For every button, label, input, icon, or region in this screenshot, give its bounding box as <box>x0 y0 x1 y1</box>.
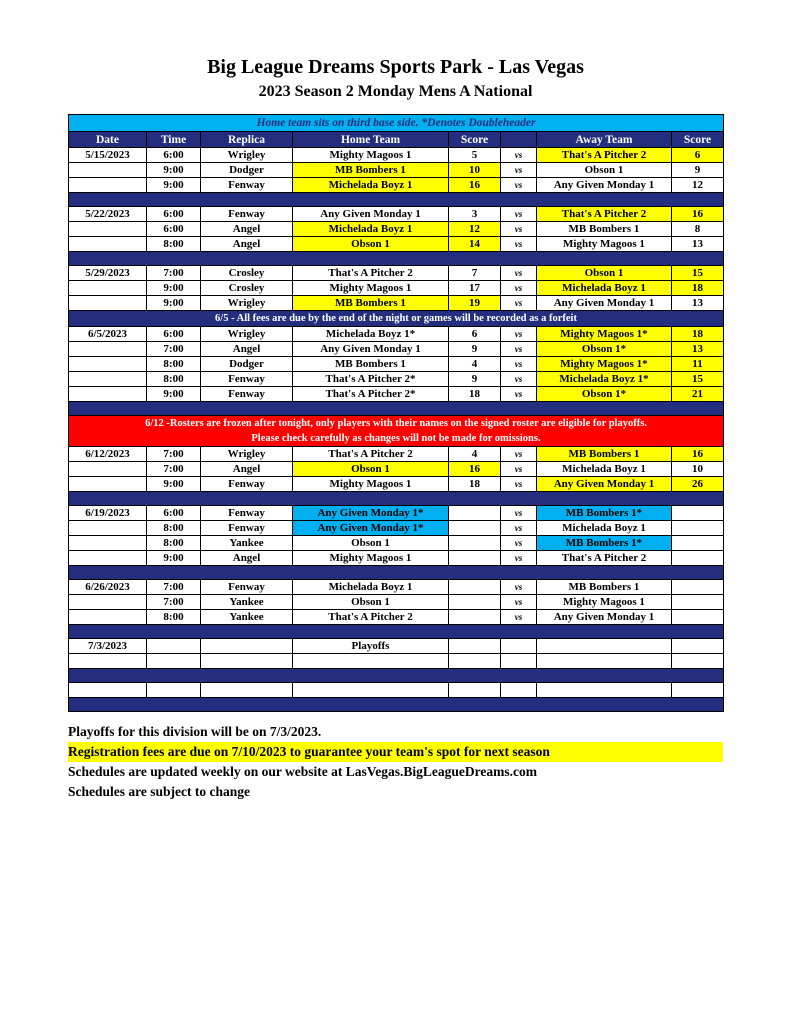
home-team-cell: Playoffs <box>293 639 449 654</box>
replica-cell: Yankee <box>201 595 293 610</box>
away-score-cell: 16 <box>672 207 724 222</box>
home-team-cell: That's A Pitcher 2 <box>293 266 449 281</box>
home-score-cell: 18 <box>449 387 501 402</box>
column-header-score: Score <box>672 132 724 148</box>
replica-cell: Angel <box>201 342 293 357</box>
game-row <box>69 327 724 342</box>
time-cell: 6:00 <box>147 222 201 237</box>
game-row <box>69 462 724 477</box>
home-team-cell: MB Bombers 1 <box>293 163 449 178</box>
replica-cell: Angel <box>201 237 293 252</box>
away-score-cell: 26 <box>672 477 724 492</box>
game-row <box>69 595 724 610</box>
vs-cell: vs <box>501 266 537 281</box>
away-team-cell: MB Bombers 1 <box>537 580 672 595</box>
separator-bar <box>69 193 724 207</box>
empty-cell <box>501 654 537 669</box>
separator-bar <box>69 402 724 416</box>
footer-note: Playoffs for this division will be on 7/3/2023. <box>68 724 322 739</box>
game-row <box>69 506 724 521</box>
vs-cell: vs <box>501 357 537 372</box>
away-score-cell: 13 <box>672 237 724 252</box>
date-cell <box>69 610 147 625</box>
game-row <box>69 266 724 281</box>
separator-row <box>69 698 724 712</box>
game-row <box>69 521 724 536</box>
time-cell: 7:00 <box>147 447 201 462</box>
time-cell: 6:00 <box>147 148 201 163</box>
time-cell: 9:00 <box>147 477 201 492</box>
home-team-cell: Mighty Magoos 1 <box>293 551 449 566</box>
home-team-cell: Mighty Magoos 1 <box>293 477 449 492</box>
empty-cell <box>293 683 449 698</box>
vs-cell: vs <box>501 222 537 237</box>
home-team-cell: MB Bombers 1 <box>293 357 449 372</box>
schedule-body <box>69 148 724 712</box>
away-score-cell: 15 <box>672 266 724 281</box>
page-title: Big League Dreams Sports Park - Las Vegas <box>207 56 584 78</box>
date-cell <box>69 281 147 296</box>
away-score-cell: 12 <box>672 178 724 193</box>
away-score-cell: 18 <box>672 281 724 296</box>
home-score-cell: 5 <box>449 148 501 163</box>
away-score-cell: 21 <box>672 387 724 402</box>
game-row <box>69 387 724 402</box>
away-team-cell: That's A Pitcher 2 <box>537 148 672 163</box>
separator-row <box>69 625 724 639</box>
vs-cell: vs <box>501 521 537 536</box>
home-score-cell <box>449 536 501 551</box>
empty-cell <box>201 654 293 669</box>
away-team-cell: Obson 1* <box>537 342 672 357</box>
replica-cell: Dodger <box>201 163 293 178</box>
time-cell: 7:00 <box>147 580 201 595</box>
away-score-cell <box>672 506 724 521</box>
away-score-cell <box>672 580 724 595</box>
time-cell: 7:00 <box>147 462 201 477</box>
notice-text: 6/12 -Rosters are frozen after tonight, only players with their names on the signed roster are eligible for playoffs. Please check carefully as changes will not be made for omissions. <box>69 416 724 447</box>
footer-notes <box>68 722 723 802</box>
empty-cell <box>147 683 201 698</box>
time-cell: 9:00 <box>147 281 201 296</box>
vs-cell: vs <box>501 207 537 222</box>
date-cell <box>69 296 147 311</box>
replica-cell: Wrigley <box>201 327 293 342</box>
game-row <box>69 551 724 566</box>
home-team-cell: Michelada Boyz 1* <box>293 327 449 342</box>
replica-cell: Fenway <box>201 521 293 536</box>
game-row <box>69 639 724 654</box>
time-cell: 8:00 <box>147 536 201 551</box>
home-score-cell: 16 <box>449 462 501 477</box>
home-team-cell: Mighty Magoos 1 <box>293 281 449 296</box>
replica-cell: Fenway <box>201 372 293 387</box>
date-cell <box>69 536 147 551</box>
time-cell: 8:00 <box>147 372 201 387</box>
home-score-cell <box>449 551 501 566</box>
away-team-cell: Michelada Boyz 1 <box>537 521 672 536</box>
time-cell: 7:00 <box>147 342 201 357</box>
away-score-cell <box>672 536 724 551</box>
replica-cell: Fenway <box>201 477 293 492</box>
footer-note: Registration fees are due on 7/10/2023 to guarantee your team's spot for next season <box>68 742 723 762</box>
away-team-cell: Any Given Monday 1 <box>537 477 672 492</box>
separator-row <box>69 193 724 207</box>
away-score-cell <box>672 521 724 536</box>
game-row <box>69 296 724 311</box>
away-team-cell: MB Bombers 1* <box>537 536 672 551</box>
game-row <box>69 237 724 252</box>
footer-note: Schedules are subject to change <box>68 784 250 799</box>
banner-text: Home team sits on third base side. *Denotes Doubleheader <box>69 115 724 132</box>
replica-cell: Fenway <box>201 506 293 521</box>
date-cell <box>69 462 147 477</box>
replica-cell: Yankee <box>201 610 293 625</box>
empty-cell <box>537 683 672 698</box>
vs-cell: vs <box>501 237 537 252</box>
replica-cell: Wrigley <box>201 148 293 163</box>
date-cell: 7/3/2023 <box>69 639 147 654</box>
date-cell <box>69 222 147 237</box>
replica-cell: Crosley <box>201 281 293 296</box>
replica-cell: Yankee <box>201 536 293 551</box>
date-cell: 6/26/2023 <box>69 580 147 595</box>
game-row <box>69 178 724 193</box>
date-cell: 5/29/2023 <box>69 266 147 281</box>
empty-cell <box>69 654 147 669</box>
home-team-cell: That's A Pitcher 2* <box>293 372 449 387</box>
away-score-cell: 16 <box>672 447 724 462</box>
empty-row <box>69 654 724 669</box>
home-team-cell: Any Given Monday 1* <box>293 521 449 536</box>
home-score-cell <box>449 639 501 654</box>
time-cell: 9:00 <box>147 163 201 178</box>
separator-bar <box>69 492 724 506</box>
away-score-cell: 9 <box>672 163 724 178</box>
away-team-cell: Mighty Magoos 1* <box>537 357 672 372</box>
date-cell <box>69 357 147 372</box>
date-cell <box>69 477 147 492</box>
date-cell <box>69 387 147 402</box>
home-score-cell: 12 <box>449 222 501 237</box>
away-team-cell: Obson 1* <box>537 387 672 402</box>
notice-row <box>69 311 724 327</box>
vs-cell: vs <box>501 610 537 625</box>
home-score-cell: 9 <box>449 372 501 387</box>
away-team-cell: Michelada Boyz 1* <box>537 372 672 387</box>
home-score-cell: 16 <box>449 178 501 193</box>
replica-cell: Wrigley <box>201 447 293 462</box>
date-cell: 6/19/2023 <box>69 506 147 521</box>
time-cell: 9:00 <box>147 178 201 193</box>
home-team-cell: Obson 1 <box>293 237 449 252</box>
game-row <box>69 447 724 462</box>
away-team-cell: MB Bombers 1 <box>537 447 672 462</box>
empty-cell <box>537 654 672 669</box>
away-score-cell <box>672 595 724 610</box>
replica-cell: Fenway <box>201 178 293 193</box>
vs-cell: vs <box>501 536 537 551</box>
home-score-cell <box>449 521 501 536</box>
home-score-cell: 10 <box>449 163 501 178</box>
replica-cell: Angel <box>201 222 293 237</box>
replica-cell: Angel <box>201 462 293 477</box>
away-team-cell: That's A Pitcher 2 <box>537 551 672 566</box>
date-cell: 6/5/2023 <box>69 327 147 342</box>
notice-row <box>69 416 724 447</box>
time-cell: 8:00 <box>147 357 201 372</box>
home-score-cell: 19 <box>449 296 501 311</box>
time-cell: 7:00 <box>147 266 201 281</box>
vs-cell: vs <box>501 387 537 402</box>
game-row <box>69 207 724 222</box>
column-header-away-team: Away Team <box>537 132 672 148</box>
replica-cell: Wrigley <box>201 296 293 311</box>
away-team-cell: Obson 1 <box>537 266 672 281</box>
vs-cell: vs <box>501 342 537 357</box>
empty-cell <box>69 683 147 698</box>
away-team-cell: Mighty Magoos 1 <box>537 237 672 252</box>
column-header-score: Score <box>449 132 501 148</box>
away-team-cell: Michelada Boyz 1 <box>537 462 672 477</box>
away-score-cell: 13 <box>672 296 724 311</box>
away-team-cell: That's A Pitcher 2 <box>537 207 672 222</box>
column-header-replica: Replica <box>201 132 293 148</box>
time-cell: 6:00 <box>147 327 201 342</box>
vs-cell: vs <box>501 163 537 178</box>
separator-bar <box>69 566 724 580</box>
away-team-cell: Mighty Magoos 1* <box>537 327 672 342</box>
home-team-cell: Any Given Monday 1* <box>293 506 449 521</box>
home-team-cell: That's A Pitcher 2 <box>293 610 449 625</box>
schedule-table <box>68 114 724 712</box>
empty-cell <box>501 683 537 698</box>
away-team-cell: MB Bombers 1* <box>537 506 672 521</box>
away-team-cell: MB Bombers 1 <box>537 222 672 237</box>
separator-bar <box>69 252 724 266</box>
replica-cell <box>201 639 293 654</box>
column-header-time: Time <box>147 132 201 148</box>
date-cell <box>69 237 147 252</box>
empty-cell <box>201 683 293 698</box>
home-score-cell: 6 <box>449 327 501 342</box>
vs-cell: vs <box>501 148 537 163</box>
empty-row <box>69 683 724 698</box>
home-team-cell: That's A Pitcher 2* <box>293 387 449 402</box>
empty-cell <box>449 683 501 698</box>
column-header-vs <box>501 132 537 148</box>
column-header-home-team: Home Team <box>293 132 449 148</box>
vs-cell: vs <box>501 447 537 462</box>
home-team-cell: Obson 1 <box>293 595 449 610</box>
home-team-cell: Any Given Monday 1 <box>293 207 449 222</box>
game-row <box>69 477 724 492</box>
game-row <box>69 580 724 595</box>
home-score-cell: 7 <box>449 266 501 281</box>
separator-row <box>69 492 724 506</box>
time-cell: 8:00 <box>147 610 201 625</box>
vs-cell: vs <box>501 178 537 193</box>
home-score-cell <box>449 506 501 521</box>
time-cell: 6:00 <box>147 506 201 521</box>
away-score-cell: 11 <box>672 357 724 372</box>
date-cell <box>69 372 147 387</box>
away-score-cell: 15 <box>672 372 724 387</box>
away-team-cell <box>537 639 672 654</box>
notice-text: 6/5 - All fees are due by the end of the night or games will be recorded as a forfeit <box>69 311 724 327</box>
date-cell: 6/12/2023 <box>69 447 147 462</box>
home-team-cell: Obson 1 <box>293 462 449 477</box>
replica-cell: Dodger <box>201 357 293 372</box>
empty-cell <box>672 683 724 698</box>
empty-cell <box>449 654 501 669</box>
home-team-cell: MB Bombers 1 <box>293 296 449 311</box>
away-team-cell: Any Given Monday 1 <box>537 296 672 311</box>
home-score-cell: 9 <box>449 342 501 357</box>
home-score-cell: 17 <box>449 281 501 296</box>
home-score-cell: 4 <box>449 447 501 462</box>
separator-bar <box>69 625 724 639</box>
vs-cell: vs <box>501 477 537 492</box>
game-row <box>69 536 724 551</box>
away-score-cell: 8 <box>672 222 724 237</box>
away-score-cell: 13 <box>672 342 724 357</box>
away-score-cell <box>672 639 724 654</box>
game-row <box>69 148 724 163</box>
separator-bar <box>69 698 724 712</box>
date-cell <box>69 521 147 536</box>
vs-cell: vs <box>501 281 537 296</box>
footer-note: Schedules are updated weekly on our website at LasVegas.BigLeagueDreams.com <box>68 764 538 779</box>
home-team-cell: Michelada Boyz 1 <box>293 222 449 237</box>
vs-cell: vs <box>501 327 537 342</box>
home-team-cell: Michelada Boyz 1 <box>293 580 449 595</box>
vs-cell: vs <box>501 506 537 521</box>
game-row <box>69 357 724 372</box>
home-team-cell: Michelada Boyz 1 <box>293 178 449 193</box>
empty-cell <box>672 654 724 669</box>
date-cell: 5/15/2023 <box>69 148 147 163</box>
vs-cell: vs <box>501 372 537 387</box>
date-cell <box>69 163 147 178</box>
home-score-cell: 18 <box>449 477 501 492</box>
separator-row <box>69 566 724 580</box>
empty-cell <box>293 654 449 669</box>
column-header-date: Date <box>69 132 147 148</box>
game-row <box>69 342 724 357</box>
home-score-cell <box>449 595 501 610</box>
column-header-row <box>69 132 724 148</box>
home-score-cell: 4 <box>449 357 501 372</box>
time-cell: 7:00 <box>147 595 201 610</box>
date-cell <box>69 595 147 610</box>
vs-cell <box>501 639 537 654</box>
time-cell: 9:00 <box>147 551 201 566</box>
time-cell <box>147 639 201 654</box>
replica-cell: Crosley <box>201 266 293 281</box>
away-score-cell: 6 <box>672 148 724 163</box>
replica-cell: Angel <box>201 551 293 566</box>
home-team-cell: Mighty Magoos 1 <box>293 148 449 163</box>
home-team-cell: That's A Pitcher 2 <box>293 447 449 462</box>
away-score-cell: 18 <box>672 327 724 342</box>
game-row <box>69 372 724 387</box>
replica-cell: Fenway <box>201 580 293 595</box>
time-cell: 9:00 <box>147 296 201 311</box>
home-team-cell: Obson 1 <box>293 536 449 551</box>
home-score-cell <box>449 610 501 625</box>
date-cell <box>69 551 147 566</box>
vs-cell: vs <box>501 462 537 477</box>
game-row <box>69 222 724 237</box>
away-score-cell: 10 <box>672 462 724 477</box>
replica-cell: Fenway <box>201 207 293 222</box>
away-team-cell: Any Given Monday 1 <box>537 610 672 625</box>
separator-row <box>69 402 724 416</box>
separator-row <box>69 252 724 266</box>
vs-cell: vs <box>501 595 537 610</box>
date-cell: 5/22/2023 <box>69 207 147 222</box>
away-score-cell <box>672 610 724 625</box>
away-score-cell <box>672 551 724 566</box>
date-cell <box>69 342 147 357</box>
home-team-cell: Any Given Monday 1 <box>293 342 449 357</box>
page-subtitle: 2023 Season 2 Monday Mens A National <box>258 83 533 100</box>
time-cell: 8:00 <box>147 237 201 252</box>
separator-row <box>69 669 724 683</box>
away-team-cell: Michelada Boyz 1 <box>537 281 672 296</box>
vs-cell: vs <box>501 551 537 566</box>
away-team-cell: Mighty Magoos 1 <box>537 595 672 610</box>
time-cell: 8:00 <box>147 521 201 536</box>
time-cell: 6:00 <box>147 207 201 222</box>
vs-cell: vs <box>501 580 537 595</box>
banner-row <box>69 115 724 132</box>
game-row <box>69 281 724 296</box>
replica-cell: Fenway <box>201 387 293 402</box>
time-cell: 9:00 <box>147 387 201 402</box>
separator-bar <box>69 669 724 683</box>
home-score-cell <box>449 580 501 595</box>
home-score-cell: 14 <box>449 237 501 252</box>
game-row <box>69 163 724 178</box>
date-cell <box>69 178 147 193</box>
away-team-cell: Any Given Monday 1 <box>537 178 672 193</box>
game-row <box>69 610 724 625</box>
home-score-cell: 3 <box>449 207 501 222</box>
empty-cell <box>147 654 201 669</box>
away-team-cell: Obson 1 <box>537 163 672 178</box>
vs-cell: vs <box>501 296 537 311</box>
